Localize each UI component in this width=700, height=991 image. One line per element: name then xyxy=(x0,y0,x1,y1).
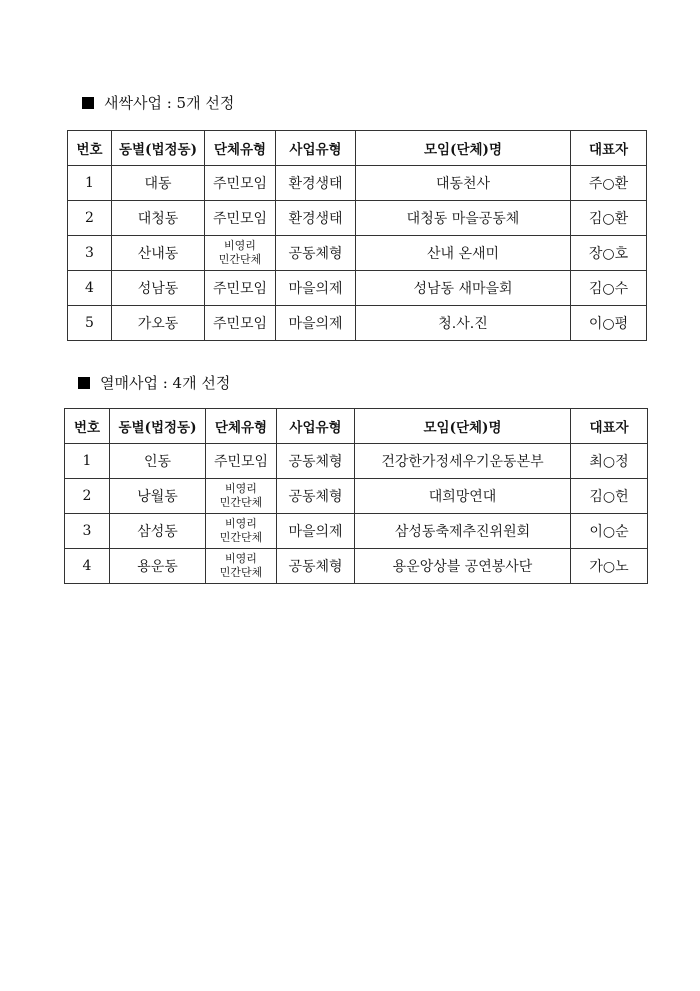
table-row xyxy=(65,479,648,514)
cell-representative: 이○순 xyxy=(571,514,648,549)
section-heading xyxy=(82,88,700,118)
table-header-row xyxy=(68,131,647,166)
cell-dong: 가오동 xyxy=(112,306,205,341)
cell-representative: 김○수 xyxy=(571,271,647,306)
header-group-type: 단체유형 xyxy=(205,131,276,166)
cell-number: 2 xyxy=(68,201,112,236)
cell-group-type: 비영리 민간단체 xyxy=(206,549,277,584)
cell-number: 4 xyxy=(65,549,110,584)
cell-representative: 가○노 xyxy=(571,549,648,584)
cell-representative: 김○헌 xyxy=(571,479,648,514)
cell-group-name: 용운앙상블 공연봉사단 xyxy=(355,549,571,584)
header-dong: 동별(법정동) xyxy=(112,131,205,166)
cell-dong: 대동 xyxy=(112,166,205,201)
cell-number: 3 xyxy=(65,514,110,549)
cell-group-name: 대희망연대 xyxy=(355,479,571,514)
table-row xyxy=(68,271,647,306)
cell-representative: 김○환 xyxy=(571,201,647,236)
cell-business-type: 공동체형 xyxy=(277,479,355,514)
header-representative: 대표자 xyxy=(571,409,648,444)
section-heading xyxy=(78,368,700,398)
cell-business-type: 마을의제 xyxy=(276,306,356,341)
cell-business-type: 공동체형 xyxy=(276,236,356,271)
cell-business-type: 공동체형 xyxy=(277,444,355,479)
cell-dong: 산내동 xyxy=(112,236,205,271)
cell-dong: 낭월동 xyxy=(110,479,206,514)
cell-number: 5 xyxy=(68,306,112,341)
header-group-name: 모임(단체)명 xyxy=(356,131,571,166)
cell-group-name: 대청동 마을공동체 xyxy=(356,201,571,236)
selection-table xyxy=(64,408,648,584)
section-yeolmae xyxy=(0,368,700,584)
cell-group-type: 주민모임 xyxy=(205,201,276,236)
cell-group-name: 삼성동축제추진위원회 xyxy=(355,514,571,549)
cell-representative: 장○호 xyxy=(571,236,647,271)
cell-business-type: 환경생태 xyxy=(276,201,356,236)
cell-group-name: 대동천사 xyxy=(356,166,571,201)
cell-group-type: 비영리 민간단체 xyxy=(206,479,277,514)
header-group-type: 단체유형 xyxy=(206,409,277,444)
cell-business-type: 환경생태 xyxy=(276,166,356,201)
cell-dong: 인동 xyxy=(110,444,206,479)
table-row xyxy=(65,444,648,479)
section-heading-text: 새싹사업 : 5개 선정 xyxy=(104,94,235,112)
cell-dong: 성남동 xyxy=(112,271,205,306)
cell-group-name: 성남동 새마을회 xyxy=(356,271,571,306)
header-representative: 대표자 xyxy=(571,131,647,166)
table-header-row xyxy=(65,409,648,444)
selection-table xyxy=(67,130,647,341)
table-row xyxy=(68,166,647,201)
cell-representative: 최○정 xyxy=(571,444,648,479)
header-dong: 동별(법정동) xyxy=(110,409,206,444)
cell-group-name: 산내 온새미 xyxy=(356,236,571,271)
header-business-type: 사업유형 xyxy=(276,131,356,166)
cell-dong: 용운동 xyxy=(110,549,206,584)
cell-business-type: 공동체형 xyxy=(277,549,355,584)
cell-group-type: 주민모임 xyxy=(205,306,276,341)
cell-representative: 주○환 xyxy=(571,166,647,201)
cell-dong: 삼성동 xyxy=(110,514,206,549)
cell-group-type: 비영리 민간단체 xyxy=(206,514,277,549)
table-row xyxy=(65,549,648,584)
section-saessak xyxy=(0,88,700,341)
cell-number: 1 xyxy=(65,444,110,479)
cell-number: 4 xyxy=(68,271,112,306)
table-row xyxy=(68,306,647,341)
table-row xyxy=(65,514,648,549)
cell-number: 2 xyxy=(65,479,110,514)
cell-number: 3 xyxy=(68,236,112,271)
cell-group-type: 주민모임 xyxy=(206,444,277,479)
cell-group-name: 청.사.진 xyxy=(356,306,571,341)
cell-group-name: 건강한가정세우기운동본부 xyxy=(355,444,571,479)
cell-business-type: 마을의제 xyxy=(276,271,356,306)
cell-group-type: 비영리 민간단체 xyxy=(205,236,276,271)
header-number: 번호 xyxy=(68,131,112,166)
header-group-name: 모임(단체)명 xyxy=(355,409,571,444)
cell-representative: 이○평 xyxy=(571,306,647,341)
square-bullet-icon xyxy=(78,377,90,389)
section-heading-text: 열매사업 : 4개 선정 xyxy=(100,374,231,392)
header-number: 번호 xyxy=(65,409,110,444)
header-business-type: 사업유형 xyxy=(277,409,355,444)
square-bullet-icon xyxy=(82,97,94,109)
cell-number: 1 xyxy=(68,166,112,201)
cell-dong: 대청동 xyxy=(112,201,205,236)
cell-group-type: 주민모임 xyxy=(205,271,276,306)
cell-group-type: 주민모임 xyxy=(205,166,276,201)
cell-business-type: 마을의제 xyxy=(277,514,355,549)
table-row xyxy=(68,201,647,236)
table-row xyxy=(68,236,647,271)
